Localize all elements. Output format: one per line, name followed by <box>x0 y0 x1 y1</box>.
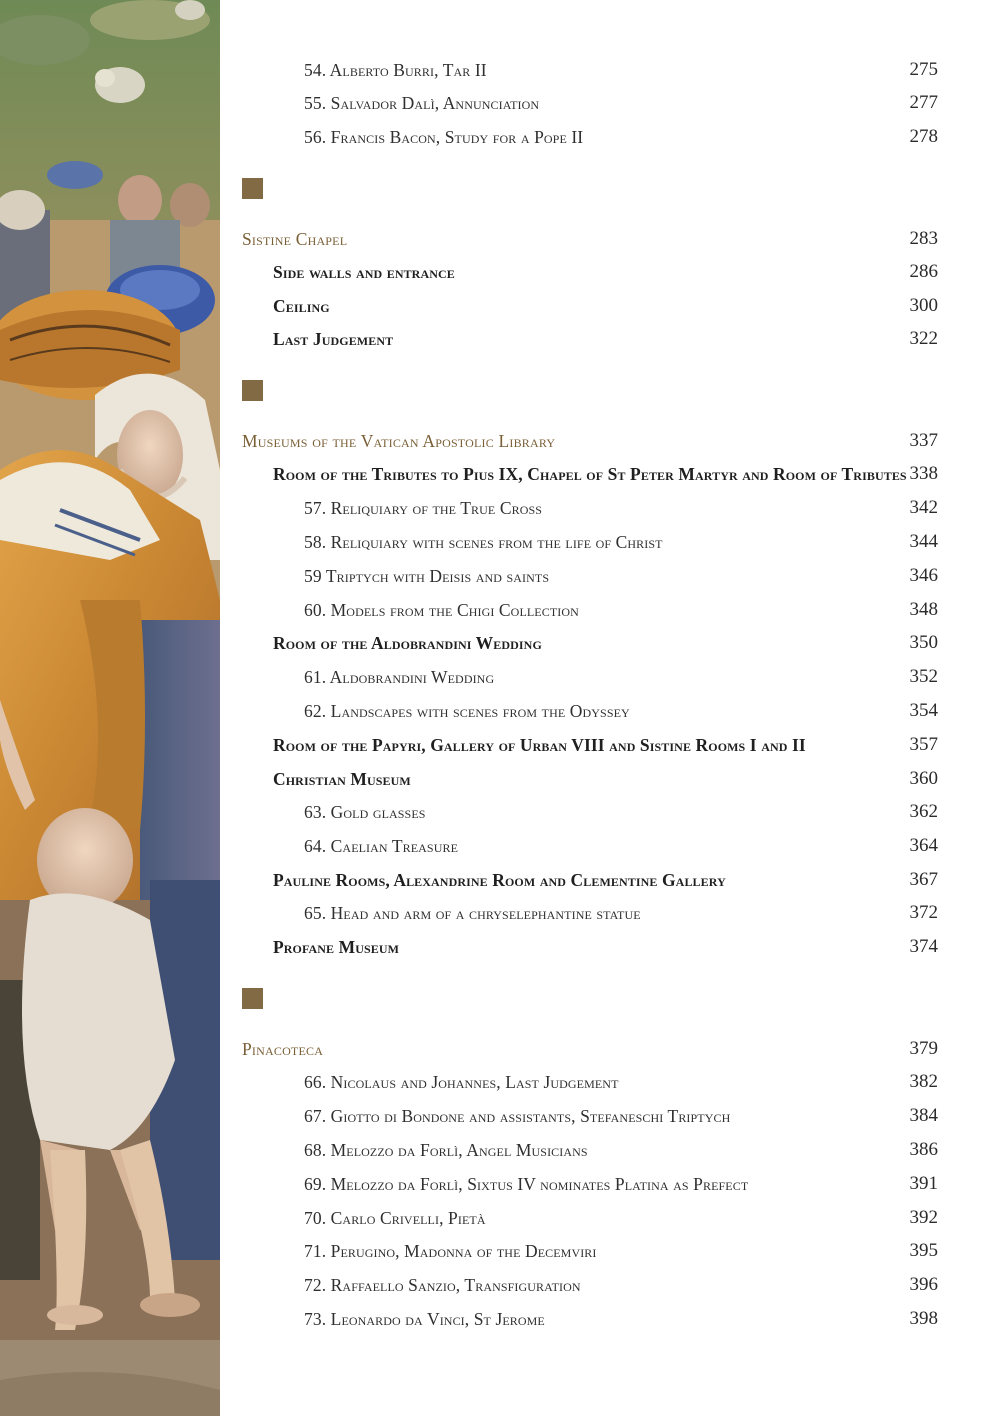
toc-room-entry[interactable] <box>242 292 938 320</box>
toc-entry-title: 69. Melozzo da Forlì, Sixtus IV nominates Platina as Prefect <box>304 1173 749 1194</box>
toc-entry-title: Side walls and entrance <box>273 261 455 282</box>
toc-room-entry[interactable] <box>242 866 938 894</box>
toc-page-number: 382 <box>909 1071 938 1092</box>
toc-item-entry[interactable] <box>242 697 938 725</box>
toc-item-entry[interactable] <box>242 899 938 927</box>
toc-page-number: 372 <box>909 902 938 923</box>
toc-entry-title: Museums of the Vatican Apostolic Library <box>242 430 556 451</box>
toc-entry-title: 71. Perugino, Madonna of the Decemviri <box>304 1240 597 1261</box>
toc-page-number: 396 <box>909 1274 938 1295</box>
toc-entry-title: Pinacoteca <box>242 1038 324 1059</box>
toc-entry-title: Profane Museum <box>273 936 400 957</box>
toc-entry-title: 66. Nicolaus and Johannes, Last Judgement <box>304 1071 619 1092</box>
toc-page-number: 364 <box>909 835 938 856</box>
toc-entry-title: 56. Francis Bacon, Study for a Pope II <box>304 126 584 147</box>
toc-entry-title: 65. Head and arm of a chryselephantine statue <box>304 902 641 923</box>
toc-page-number: 348 <box>909 599 938 620</box>
toc-page-number: 391 <box>909 1173 938 1194</box>
toc-page-number: 360 <box>909 768 938 789</box>
toc-room-entry[interactable] <box>242 629 938 657</box>
toc-page-number: 275 <box>909 59 938 80</box>
toc-item-entry[interactable] <box>242 596 938 624</box>
toc-entry-title: Pauline Rooms, Alexandrine Room and Clementine Gallery <box>273 869 726 890</box>
toc-item-entry[interactable] <box>242 1136 938 1164</box>
toc-page-number: 337 <box>909 430 938 451</box>
toc-room-entry[interactable] <box>242 460 938 488</box>
toc-page-number: 398 <box>909 1308 938 1329</box>
toc-entry-title: 72. Raffaello Sanzio, Transfiguration <box>304 1274 581 1295</box>
toc-entry-title: 73. Leonardo da Vinci, St Jerome <box>304 1308 545 1329</box>
toc-entry-title: 64. Caelian Treasure <box>304 835 458 856</box>
toc-item-entry[interactable] <box>242 528 938 556</box>
toc-page-number: 300 <box>909 295 938 316</box>
toc-page-number: 362 <box>909 801 938 822</box>
toc-room-entry[interactable] <box>242 933 938 961</box>
toc-entry-title: 55. Salvador Dalì, Annunciation <box>304 92 540 113</box>
toc-item-entry[interactable] <box>242 89 938 117</box>
toc-page-number: 374 <box>909 936 938 957</box>
toc-section-heading[interactable] <box>242 1035 938 1063</box>
toc-page-number: 395 <box>909 1240 938 1261</box>
section-marker <box>242 988 263 1009</box>
toc-entry-title: 62. Landscapes with scenes from the Odyssey <box>304 700 630 721</box>
toc-entry-title: 63. Gold glasses <box>304 801 426 822</box>
toc-page-number: 392 <box>909 1207 938 1228</box>
toc-item-entry[interactable] <box>242 798 938 826</box>
toc-page-number: 277 <box>909 92 938 113</box>
toc-page-number: 367 <box>909 869 938 890</box>
toc-page-number: 342 <box>909 497 938 518</box>
toc-room-entry[interactable] <box>242 325 938 353</box>
fresco-painting-icon <box>0 0 220 1416</box>
toc-entry-title: Ceiling <box>273 295 330 316</box>
toc-room-entry[interactable] <box>242 731 938 759</box>
toc-page-number: 357 <box>909 734 938 755</box>
toc-entry-title: 57. Reliquiary of the True Cross <box>304 497 543 518</box>
toc-entry-title: Room of the Aldobrandini Wedding <box>273 632 542 653</box>
toc-entry-title: 60. Models from the Chigi Collection <box>304 599 579 620</box>
toc-page-number: 322 <box>909 328 938 349</box>
toc-item-entry[interactable] <box>242 663 938 691</box>
section-marker <box>242 178 263 199</box>
section-marker <box>242 380 263 401</box>
toc-entry-title: Room of the Papyri, Gallery of Urban VIII and Sistine Rooms I and II <box>273 734 806 755</box>
toc-entry-title: 59 Triptych with Deisis and saints <box>304 565 550 586</box>
toc-page-number: 286 <box>909 261 938 282</box>
toc-entry-title: Christian Museum <box>273 768 411 789</box>
toc-page-number: 354 <box>909 700 938 721</box>
toc-item-entry[interactable] <box>242 123 938 151</box>
toc-page-number: 379 <box>909 1038 938 1059</box>
toc-page-number: 283 <box>909 228 938 249</box>
toc-page-number: 278 <box>909 126 938 147</box>
toc-item-entry[interactable] <box>242 1102 938 1130</box>
toc-page-number: 384 <box>909 1105 938 1126</box>
toc-section-heading[interactable] <box>242 427 938 455</box>
toc-room-entry[interactable] <box>242 258 938 286</box>
toc-item-entry[interactable] <box>242 1204 938 1232</box>
toc-section-heading[interactable] <box>242 225 938 253</box>
toc-item-entry[interactable] <box>242 1305 938 1333</box>
toc-page-number: 352 <box>909 666 938 687</box>
toc-entry-title: Sistine Chapel <box>242 228 348 249</box>
toc-entry-title: 67. Giotto di Bondone and assistants, Stefaneschi Triptych <box>304 1105 731 1126</box>
table-of-contents <box>242 0 942 1416</box>
toc-page-number: 350 <box>909 632 938 653</box>
toc-entry-title: 61. Aldobrandini Wedding <box>304 666 495 687</box>
toc-item-entry[interactable] <box>242 562 938 590</box>
toc-entry-title: 68. Melozzo da Forlì, Angel Musicians <box>304 1139 588 1160</box>
toc-item-entry[interactable] <box>242 832 938 860</box>
toc-page-number: 338 <box>909 463 938 484</box>
toc-entry-title: 54. Alberto Burri, Tar II <box>304 59 487 80</box>
toc-page-number: 346 <box>909 565 938 586</box>
toc-room-entry[interactable] <box>242 765 938 793</box>
toc-item-entry[interactable] <box>242 1271 938 1299</box>
toc-entry-title: Room of the Tributes to Pius IX, Chapel of St Peter Martyr and Room of Tributes <box>273 463 907 484</box>
toc-item-entry[interactable] <box>242 1170 938 1198</box>
toc-entry-title: 70. Carlo Crivelli, Pietà <box>304 1207 486 1228</box>
toc-entry-title: 58. Reliquiary with scenes from the life of Christ <box>304 531 663 552</box>
toc-page-number: 386 <box>909 1139 938 1160</box>
toc-entry-title: Last Judgement <box>273 328 394 349</box>
toc-item-entry[interactable] <box>242 1068 938 1096</box>
toc-item-entry[interactable] <box>242 1237 938 1265</box>
toc-item-entry[interactable] <box>242 494 938 522</box>
toc-item-entry[interactable] <box>242 56 938 84</box>
toc-page-number: 344 <box>909 531 938 552</box>
fresco-illustration <box>0 0 220 1416</box>
